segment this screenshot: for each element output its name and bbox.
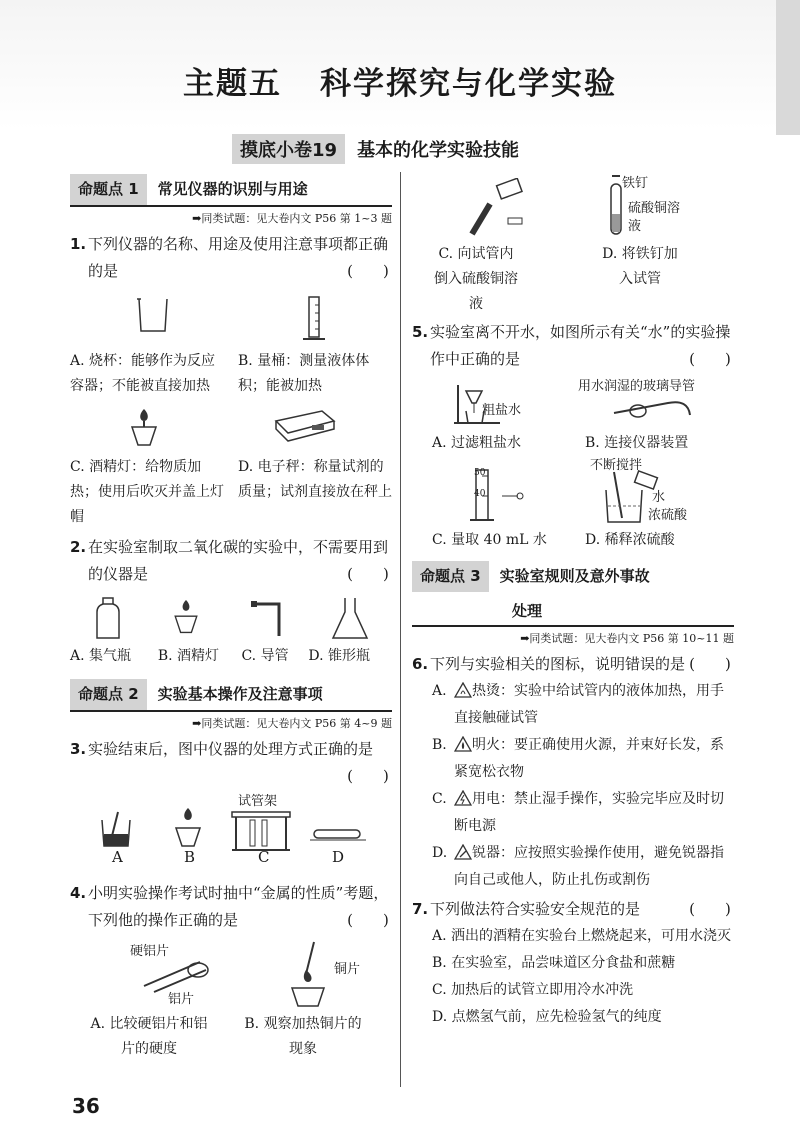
cuso4-label: 硫酸铜溶液 bbox=[628, 201, 681, 234]
option-d[interactable]: D bbox=[332, 848, 345, 866]
salt-water-label: 粗盐水 bbox=[482, 403, 522, 418]
option-text: 锐器：应按照实验操作使用，避免锐器指向自己或他人，防止扎伤或割伤 bbox=[454, 845, 724, 888]
option-c[interactable]: C. 导管 bbox=[241, 648, 289, 664]
option-letter: A. bbox=[432, 683, 447, 699]
cu-label: 铜片 bbox=[334, 962, 361, 977]
section-2-header bbox=[70, 679, 392, 712]
section-tag: 命题点 1 bbox=[70, 174, 150, 205]
tick-50: 50 bbox=[474, 468, 486, 478]
question-number: 3. bbox=[70, 740, 87, 758]
option-text: 明火：要正确使用火源，并束好长发，系紧宽松衣物 bbox=[454, 737, 724, 780]
column-divider bbox=[400, 172, 401, 1087]
option-letter: D. bbox=[432, 845, 448, 861]
question-number: 7. bbox=[412, 900, 429, 918]
sharp-warning-icon bbox=[454, 844, 472, 860]
answer-paren: ( ) bbox=[689, 655, 731, 673]
test-tube-lying-icon bbox=[310, 824, 366, 844]
answer-paren: ( ) bbox=[347, 767, 389, 785]
stir-label: 不断搅拌 bbox=[590, 458, 643, 473]
section-3-header bbox=[412, 561, 734, 592]
q4-figures-ab bbox=[70, 938, 392, 1012]
option-a[interactable]: A. 烧杯：能够作为反应容器；不能被直接加热 bbox=[70, 353, 216, 394]
question-stem: 下列仪器的名称、用途及使用注意事项都正确的是 bbox=[88, 235, 389, 280]
question-stem: 下列与实验相关的图标，说明错误的是 bbox=[430, 655, 686, 673]
answer-paren: ( ) bbox=[347, 911, 389, 929]
answer-paren: ( ) bbox=[689, 900, 731, 918]
paper-bar bbox=[232, 134, 519, 164]
option-letter: C. bbox=[432, 791, 447, 807]
q1-options-cd bbox=[70, 455, 392, 530]
beaker-icon bbox=[133, 295, 173, 335]
tick-40: 40 bbox=[474, 489, 486, 499]
hard-al-label: 硬铝片 bbox=[130, 944, 170, 959]
heat-warning-icon bbox=[454, 682, 472, 698]
option-a[interactable]: A. 集气瓶 bbox=[70, 648, 132, 664]
q2-figures bbox=[70, 596, 392, 640]
acid-label: 浓硫酸 bbox=[648, 508, 688, 523]
option-a[interactable]: A. 过滤粗盐水 bbox=[432, 435, 522, 451]
option-letter: B. bbox=[432, 737, 447, 753]
answer-paren: ( ) bbox=[347, 565, 389, 583]
tube-with-nail-icon bbox=[608, 174, 624, 238]
option-b[interactable]: B. 连接仪器装置 bbox=[585, 435, 689, 451]
question-4 bbox=[70, 880, 392, 934]
option-c[interactable]: C. 量取 40 mL 水 bbox=[432, 532, 547, 548]
q4-figures-cd bbox=[412, 170, 734, 242]
electronic-scale-icon bbox=[272, 407, 338, 443]
question-1 bbox=[70, 231, 392, 285]
section-title-cont: 处理 bbox=[412, 592, 734, 627]
question-number: 6. bbox=[412, 655, 429, 673]
alcohol-lamp-icon bbox=[168, 596, 204, 640]
q6-option-d[interactable] bbox=[412, 840, 734, 894]
conduit-icon bbox=[249, 596, 285, 640]
left-column bbox=[70, 172, 392, 1062]
question-stem: 小明实验操作考试时抽中“金属的性质”考题，下列他的操作正确的是 bbox=[88, 884, 389, 929]
wet-tube-label: 用水润湿的玻璃导管 bbox=[578, 379, 696, 394]
question-number: 5. bbox=[412, 323, 429, 341]
q5-figures-cd bbox=[412, 458, 734, 528]
reference-note: ➡同类试题：见大卷内文 P56 第 10~11 题 bbox=[520, 632, 734, 645]
nail-label: 铁钉 bbox=[622, 176, 649, 191]
paper-title: 基本的化学实验技能 bbox=[357, 140, 520, 161]
option-d[interactable]: D. 锥形瓶 bbox=[308, 648, 370, 664]
water-label: 水 bbox=[652, 490, 666, 505]
section-title: 常见仪器的识别与用途 bbox=[157, 180, 308, 198]
right-column bbox=[412, 170, 734, 1031]
option-d[interactable]: D. 将铁钉加入试管 bbox=[602, 246, 678, 287]
question-number: 4. bbox=[70, 884, 87, 902]
answer-paren: ( ) bbox=[347, 262, 389, 280]
al-label: 铝片 bbox=[168, 992, 195, 1007]
q4-options-ab bbox=[70, 1012, 392, 1062]
alcohol-lamp-icon bbox=[124, 407, 164, 451]
section-tag: 命题点 3 bbox=[412, 561, 492, 592]
option-c[interactable]: C. 向试管内倒入硫酸铜溶液 bbox=[434, 246, 518, 312]
option-b[interactable]: B. 观察加热铜片的现象 bbox=[244, 1016, 362, 1057]
option-c[interactable]: C. 酒精灯：给物质加热；使用后吹灭并盖上灯帽 bbox=[70, 459, 224, 525]
section-tag: 命题点 2 bbox=[70, 679, 150, 710]
page-title bbox=[0, 58, 800, 103]
question-number: 2. bbox=[70, 538, 87, 556]
option-text: 用电：禁止湿手操作，实验完毕应及时切断电源 bbox=[454, 791, 724, 834]
option-b[interactable]: B. 在实验室，品尝味道区分食盐和蔗糖 bbox=[432, 955, 676, 971]
question-7 bbox=[412, 896, 734, 923]
question-stem: 下列做法符合实验安全规范的是 bbox=[430, 900, 641, 918]
title-part1: 主题五 bbox=[183, 66, 282, 102]
q6-option-c[interactable] bbox=[412, 786, 734, 840]
heating-copper-icon bbox=[284, 940, 334, 1010]
option-b[interactable]: B. 量桶：测量液体体积；能被加热 bbox=[238, 353, 370, 394]
conical-flask-icon bbox=[330, 596, 370, 640]
q6-option-a[interactable] bbox=[412, 678, 734, 732]
q6-option-b[interactable] bbox=[412, 732, 734, 786]
flame-warning-icon bbox=[454, 736, 472, 752]
answer-paren: ( ) bbox=[689, 350, 731, 368]
connecting-tube-icon bbox=[608, 395, 698, 425]
q2-options bbox=[70, 644, 392, 669]
graduated-cylinder-icon bbox=[299, 295, 329, 345]
option-d[interactable]: D. 点燃氢气前，应先检验氢气的纯度 bbox=[432, 1009, 662, 1025]
q5-options-ab bbox=[412, 431, 734, 456]
option-a[interactable]: A. 洒出的酒精在实验台上燃烧起来，可用水浇灭 bbox=[432, 928, 732, 944]
q5-options-cd bbox=[412, 528, 734, 553]
question-2 bbox=[70, 534, 392, 588]
option-c[interactable]: C. 加热后的试管立即用冷水冲洗 bbox=[432, 982, 634, 998]
question-6 bbox=[412, 651, 734, 678]
option-c[interactable]: C bbox=[258, 848, 270, 866]
option-d[interactable]: D. 稀释浓硫酸 bbox=[585, 532, 675, 548]
q4-options-cd bbox=[412, 242, 734, 317]
option-text: 热烫：实验中给试管内的液体加热，用手直接触碰试管 bbox=[454, 683, 724, 726]
electric-warning-icon bbox=[454, 790, 472, 806]
question-stem: 在实验室制取二氧化碳的实验中，不需要用到的仪器是 bbox=[88, 538, 389, 583]
page-number: 36 bbox=[72, 1094, 100, 1118]
option-b[interactable]: B bbox=[184, 848, 196, 866]
q1-options-ab bbox=[70, 349, 392, 399]
q1-figures-cd bbox=[70, 407, 392, 451]
section-title: 实验室规则及意外事故 bbox=[499, 567, 650, 585]
option-a[interactable]: A. 比较硬铝片和铝片的硬度 bbox=[90, 1016, 208, 1057]
q1-figures-ab bbox=[70, 295, 392, 345]
question-5 bbox=[412, 319, 734, 373]
question-3 bbox=[70, 736, 392, 790]
q3-figures bbox=[70, 794, 392, 870]
section-1-header bbox=[70, 174, 392, 207]
question-stem: 实验结束后，图中仪器的处理方式正确的是 bbox=[88, 740, 374, 758]
option-d[interactable]: D. 电子秤：称量试剂的质量；试剂直接放在秤上 bbox=[238, 459, 392, 500]
rack-label: 试管架 bbox=[238, 794, 278, 809]
reference-note: ➡同类试题：见大卷内文 P56 第 1~3 题 bbox=[192, 212, 392, 225]
section-title: 实验基本操作及注意事项 bbox=[157, 685, 323, 703]
gas-bottle-icon bbox=[93, 596, 123, 640]
option-a[interactable]: A bbox=[112, 848, 123, 866]
question-stem: 实验室离不开水，如图所示有关“水”的实验操作中正确的是 bbox=[430, 323, 731, 368]
reference-note: ➡同类试题：见大卷内文 P56 第 4~9 题 bbox=[192, 717, 392, 730]
option-b[interactable]: B. 酒精灯 bbox=[157, 648, 220, 664]
paper-tag: 摸底小卷19 bbox=[232, 134, 345, 164]
pouring-solution-icon bbox=[468, 178, 528, 238]
q5-figures-ab bbox=[412, 377, 734, 431]
question-number: 1. bbox=[70, 235, 87, 253]
title-part2: 科学探究与化学实验 bbox=[320, 66, 617, 102]
